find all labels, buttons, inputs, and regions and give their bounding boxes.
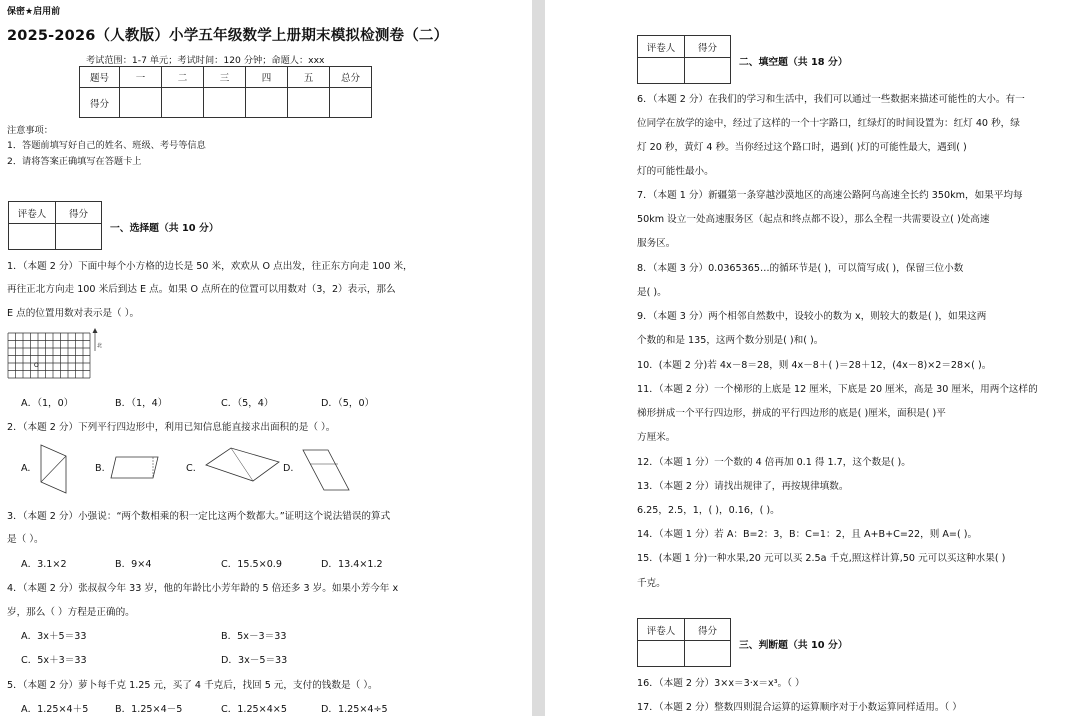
q2-line: 2．（本题 2 分）下列平行四边形中，利用已知信息能直接求出面积的是（ ）。 <box>7 422 336 433</box>
q14-line: 14．（本题 1 分）若 A：B=2：3，B：C=1：2，且 A+B+C=22，则 A=( )。 <box>637 529 978 540</box>
q7-line: 7．（本题 1 分）新疆第一条穿越沙漠地区的高速公路阿乌高速全长约 350km，如果平均每 <box>637 190 1023 201</box>
page-gap <box>532 0 545 716</box>
q15-line: 15．(本题 1 分)一种水果,20 元可以买 2.5a 千克,照这样计算,50 元可以买这种水果( ) <box>637 553 1006 564</box>
q4-option-d[interactable]: D．3x－5＝33 <box>221 655 288 666</box>
q2-option-d[interactable]: D. <box>283 463 294 474</box>
exam-info: 考试范围：1-7 单元；考试时间：120 分钟；命题人：xxx <box>86 55 325 66</box>
score-table <box>79 66 372 118</box>
q8-line: 是( )。 <box>637 287 667 298</box>
section3-title: 三、判断题（共 10 分） <box>739 640 848 651</box>
q3-option-c[interactable]: C．15.5×0.9 <box>221 559 282 570</box>
right-page <box>545 0 1080 716</box>
grader-reviewer-label: 评卷人 <box>17 208 47 220</box>
q5-line: 5．（本题 2 分）萝卜每千克 1.25 元，买了 4 千克后，找回 5 元，支付的钱数是（ ）。 <box>7 680 378 691</box>
section1-title: 一、选择题（共 10 分） <box>110 223 219 234</box>
notes-title: 注意事项： <box>7 125 53 136</box>
grader-box <box>637 35 731 84</box>
grid-origin-label: O <box>34 362 39 369</box>
q9-line: 9．（本题 3 分）两个相邻自然数中，设较小的数为 x，则较大的数是( )，如果这两 <box>637 311 987 322</box>
score-header: 一 <box>120 67 162 88</box>
q7-line: 服务区。 <box>637 238 676 249</box>
q2-option-c[interactable]: C. <box>186 463 196 474</box>
score-cell[interactable] <box>246 88 288 118</box>
q11-line: 11．（本题 2 分）一个梯形的上底是 12 厘米，下底是 20 厘米，高是 30 厘米，用两个这样的 <box>637 384 1038 395</box>
parallelogram-a-figure <box>38 443 84 495</box>
q6-line: 灯 20 秒，黄灯 4 秒。当你经过这个路口时，遇到( )灯的可能性最大，遇到( ) <box>637 142 967 153</box>
q4-option-a[interactable]: A．3x＋5＝33 <box>21 631 87 642</box>
grader-box <box>637 618 731 667</box>
q13-line: 13．（本题 2 分）请找出规律了，再按规律填数。 <box>637 481 849 492</box>
grader-reviewer-label: 评卷人 <box>646 42 676 54</box>
q1-line: 1．（本题 2 分）下面中每个小方格的边长是 50 米，欢欢从 O 点出发，往正东方向走 100 米， <box>7 261 413 272</box>
grader-score-label: 得分 <box>68 208 88 220</box>
score-header: 总分 <box>330 67 372 88</box>
q4-option-b[interactable]: B．5x－3＝33 <box>221 631 287 642</box>
score-row-label: 得分 <box>80 88 120 118</box>
q8-line: 8．（本题 3 分）0.0365365…的循环节是( )，可以简写成( )，保留三位小数 <box>637 263 964 274</box>
q3-option-b[interactable]: B．9×4 <box>115 559 152 570</box>
q1-option-a[interactable]: A．（1，0） <box>21 398 74 409</box>
q15-line: 千克。 <box>637 578 666 589</box>
score-cell[interactable] <box>204 88 246 118</box>
confidential-label: 保密★启用前 <box>7 7 61 17</box>
q1-line: E 点的位置用数对表示是（ ）。 <box>7 308 140 319</box>
grader-score-label: 得分 <box>697 42 717 54</box>
q12-line: 12．（本题 1 分）一个数的 4 倍再加 0.1 得 1.7，这个数是( )。 <box>637 457 911 468</box>
score-header: 二 <box>162 67 204 88</box>
parallelogram-b-figure <box>108 452 168 482</box>
q2-option-b[interactable]: B. <box>95 463 105 474</box>
q1-option-c[interactable]: C．（5，4） <box>221 398 274 409</box>
q9-line: 个数的和是 135，这两个数分别是( )和( )。 <box>637 335 824 346</box>
score-cell[interactable] <box>288 88 330 118</box>
grader-reviewer-label: 评卷人 <box>646 625 676 637</box>
q3-option-d[interactable]: D．13.4×1.2 <box>321 559 383 570</box>
q11-line: 梯形拼成一个平行四边形，拼成的平行四边形的底是( )厘米，面积是( )平 <box>637 408 946 419</box>
q17-line: 17．（本题 2 分）整数四则混合运算的运算顺序对于小数运算同样适用。（ ） <box>637 702 962 713</box>
q6-line: 位同学在放学的途中，经过了这样的一个十字路口，红绿灯的时间设置为：红灯 40 秒，绿 <box>637 118 1020 129</box>
q5-option-c[interactable]: C．1.25×4×5 <box>221 704 287 715</box>
q13-line: 6.25，2.5，1，( )，0.16，( )。 <box>637 505 780 516</box>
q6-line: 6．（本题 2 分）在我们的学习和生活中，我们可以通过一些数据来描述可能性的大小。有一 <box>637 94 1025 105</box>
north-label: 北 <box>97 343 103 349</box>
q4-line: 4．（本题 2 分）张叔叔今年 33 岁，他的年龄比小芳年龄的 5 倍还多 3 岁。如果小芳今年 x <box>7 583 399 594</box>
q6-line: 灯的可能性最小。 <box>637 166 714 177</box>
q4-option-c[interactable]: C．5x＋3＝33 <box>21 655 87 666</box>
q1-grid-figure <box>7 327 107 379</box>
q5-option-d[interactable]: D．1.25×4÷5 <box>321 704 388 715</box>
score-header: 四 <box>246 67 288 88</box>
q16-line: 16．（本题 2 分）3×x＝3·x＝x³。（ ） <box>637 678 805 689</box>
q5-option-b[interactable]: B．1.25×4－5 <box>115 704 183 715</box>
q3-line: 3．（本题 2 分）小强说：“两个数相乘的积一定比这两个数都大。”证明这个说法错误的算式 <box>7 511 391 522</box>
q5-option-a[interactable]: A．1.25×4＋5 <box>21 704 89 715</box>
note-item: 2．请将答案正确填写在答题卡上 <box>7 156 142 167</box>
q7-line: 50km 设立一处高速服务区（起点和终点都不设），那么全程一共需要设立( )处高速 <box>637 214 990 225</box>
q4-line: 岁，那么（ ）方程是正确的。 <box>7 607 135 618</box>
q2-option-a[interactable]: A. <box>21 463 31 474</box>
q11-line: 方厘米。 <box>637 432 676 443</box>
section2-title: 二、填空题（共 18 分） <box>739 57 848 68</box>
parallelogram-c-figure <box>203 445 283 485</box>
left-page <box>0 0 532 716</box>
score-cell[interactable] <box>162 88 204 118</box>
score-cell[interactable] <box>330 88 372 118</box>
grader-score-label: 得分 <box>697 625 717 637</box>
exam-title: 2025-2026（人教版）小学五年级数学上册期末模拟检测卷（二） <box>7 28 449 44</box>
score-header: 五 <box>288 67 330 88</box>
score-header: 三 <box>204 67 246 88</box>
note-item: 1．答题前填写好自己的姓名、班级、考号等信息 <box>7 140 206 151</box>
q3-option-a[interactable]: A．3.1×2 <box>21 559 67 570</box>
q1-option-d[interactable]: D．（5，0） <box>321 398 375 409</box>
score-header: 题号 <box>80 67 120 88</box>
grader-box <box>8 201 102 250</box>
parallelogram-d-figure <box>298 444 354 494</box>
q1-option-b[interactable]: B．（1，4） <box>115 398 168 409</box>
score-cell[interactable] <box>120 88 162 118</box>
q3-line: 是（ ）。 <box>7 534 44 545</box>
q1-line: 再往正北方向走 100 米后到达 E 点。如果 O 点所在的位置可以用数对（3，2）表示，那么 <box>7 284 396 295</box>
q10-line: 10．(本题 2 分)若 4x－8＝28，则 4x－8＋( )＝28＋12，(4x－8)×2＝28×( )。 <box>637 360 992 371</box>
